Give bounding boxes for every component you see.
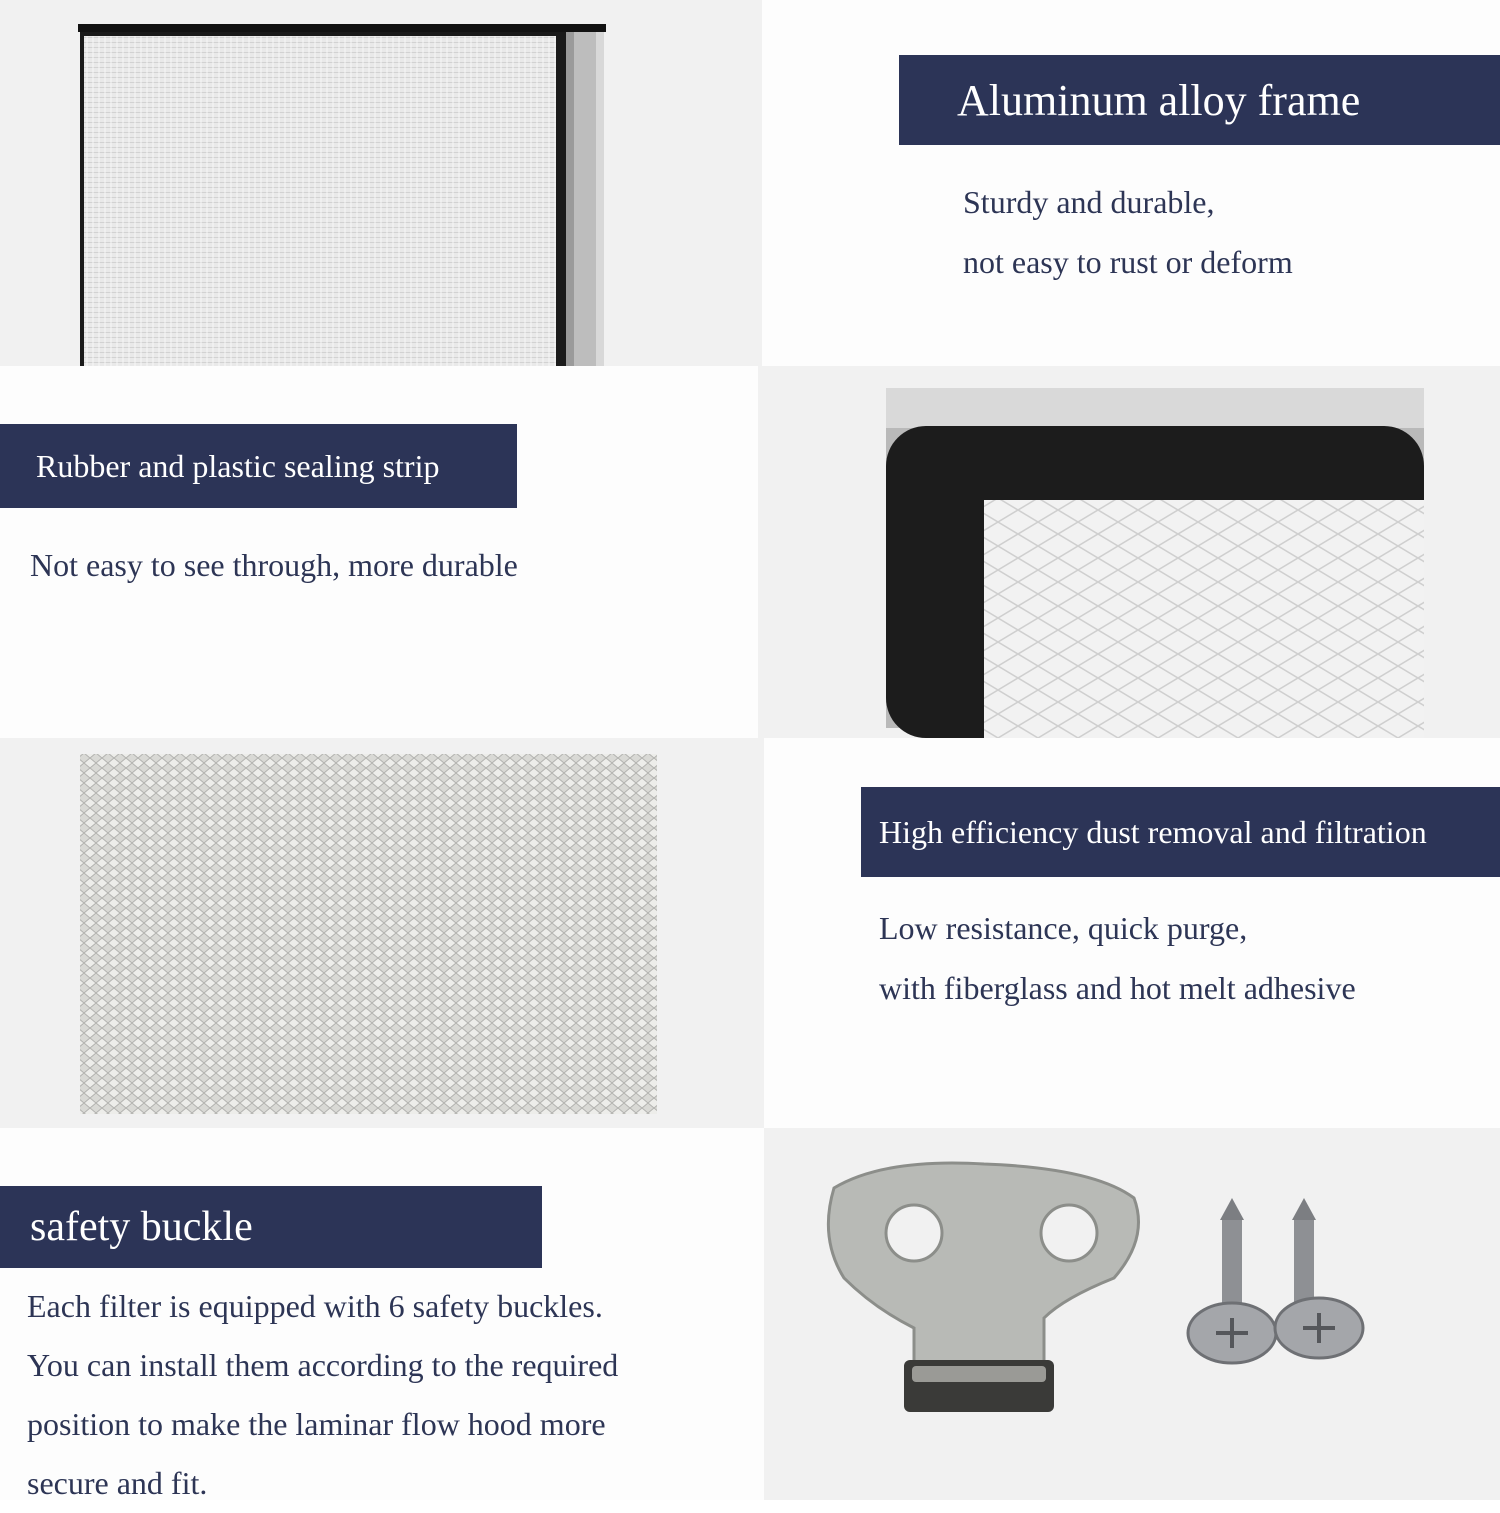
aluminum-frame-corner-photo: [0, 0, 762, 366]
row2-image-panel: [758, 366, 1500, 738]
description-line: with fiberglass and hot melt adhesive: [879, 970, 1356, 1006]
metal-buckle-and-screws-photo: [764, 1128, 1500, 1500]
section-description: [879, 898, 1356, 1018]
black-foam-gasket-corner-photo: [758, 366, 1500, 738]
pleated-filter-media-photo: [0, 738, 764, 1128]
section-title-banner: [861, 787, 1500, 877]
section-title: Aluminum alloy frame: [957, 75, 1361, 125]
description-line: You can install them according to the required: [27, 1347, 619, 1383]
section-title-banner: [0, 1186, 542, 1268]
section-title: High efficiency dust removal and filtration: [879, 813, 1427, 850]
row1-image-panel: [0, 0, 762, 366]
description-line: Not easy to see through, more durable: [30, 547, 518, 583]
section-description: [27, 1277, 618, 1513]
row4-image-panel: [764, 1128, 1500, 1500]
description-line: Sturdy and durable,: [963, 184, 1215, 220]
section-description: [963, 172, 1293, 292]
section-title-banner: [0, 424, 517, 508]
row3-image-panel: [0, 738, 764, 1128]
description-line: Each filter is equipped with 6 safety buckles.: [27, 1288, 603, 1324]
section-description: [30, 540, 518, 590]
section-title: Rubber and plastic sealing strip: [36, 447, 440, 484]
description-line: position to make the laminar flow hood more: [27, 1406, 606, 1442]
description-line: Low resistance, quick purge,: [879, 910, 1248, 946]
description-line: secure and fit.: [27, 1465, 208, 1501]
description-line: not easy to rust or deform: [963, 244, 1293, 280]
section-title-banner: [899, 55, 1500, 145]
section-title: safety buckle: [30, 1204, 253, 1250]
